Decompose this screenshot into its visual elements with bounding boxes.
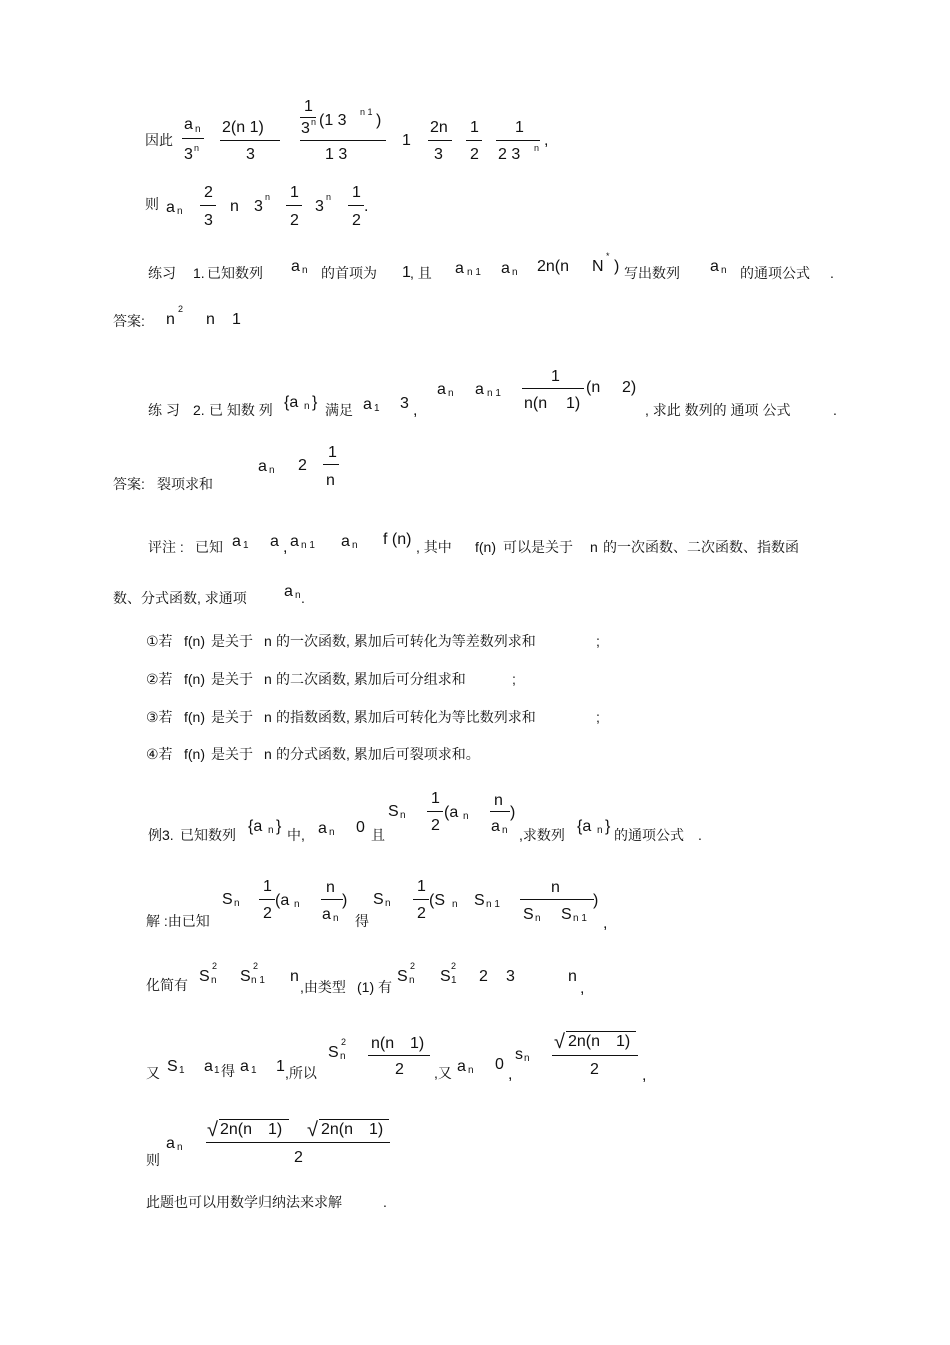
an1: a [475,381,484,398]
sub-n1: n 1 [301,540,315,551]
frac-den2: S [561,906,572,923]
sub-n: n [340,1051,346,1062]
frac-num: n(n [371,1035,395,1052]
half-num: 1 [263,878,272,895]
sub-n2: n [294,899,300,910]
sq2: 2 [253,961,259,971]
case-fn: f(n) [184,633,205,649]
three: 3 [254,198,263,215]
den-a: a [491,818,500,835]
case-fn: f(n) [184,709,205,725]
label: 答案: [113,313,145,329]
frac-num-1: 1 [290,184,299,201]
frac-num-2: 2 [204,184,213,201]
text-b: , 其中 [416,539,452,555]
text-d: ,求数列 [519,827,565,843]
num-2n: 2n [430,119,448,136]
an-last: a [284,583,293,600]
sq: 2 [212,961,218,971]
sub-n3: n [333,913,339,924]
frac-num2: 1) [410,1035,425,1052]
a1: a [232,533,241,550]
sq3: 2 [410,961,416,971]
case-fn: f(n) [184,671,205,687]
an: a [341,533,350,550]
frac-num: n [551,879,560,896]
period: . [833,402,837,418]
sub-n: n [268,825,274,836]
n2: n [206,311,215,328]
den: 2 [294,1149,303,1166]
text-c: ,所以 [285,1065,317,1081]
sub-n: n [195,124,201,135]
den-3b: 3 [246,146,255,163]
sub-n5: n [452,899,458,910]
frac-den-2: 2 [290,212,299,229]
comma: , [603,915,608,932]
den-3: 3 [184,146,193,163]
case-text-c: 的分式函数, 累加后可裂项求和。 [276,746,480,762]
sub-1: 1 [179,1065,185,1076]
one: 1 [232,311,241,328]
two: 2 [479,968,488,985]
frac-den: 2 [395,1061,404,1078]
sup-n-b: n [326,192,332,202]
case-prefix: ④若 [146,746,173,762]
an: a [457,1058,466,1075]
cond2: 2) [622,379,637,396]
text-e: 数、分式函数, 求通项 [113,590,247,606]
one: 1 [276,1058,285,1075]
sn: s [515,1046,523,1063]
text-c: , 求此 数列的 通项 公式 [645,402,791,418]
sup-n: n [265,192,271,202]
case-prefix: ②若 [146,671,173,687]
inner-den-3: 3 [301,120,310,137]
case-text-b: 是关于 [211,671,253,687]
text-d: 写出数列 [624,265,680,281]
close: ) [342,892,348,909]
text-c: , 且 [410,265,432,281]
sub-n: n [211,975,217,986]
case-end: ; [512,671,516,687]
a: a [166,1135,175,1152]
paren-a: (a [444,804,459,821]
inner-paren: ) [376,112,382,129]
frac-den: n [326,472,335,489]
type: (1) [357,979,375,995]
text-b: ,由类型 [300,979,346,995]
frac-num-1b: 1 [352,184,361,201]
inner-num-1: 1 [304,98,313,115]
a-n1: a [455,260,464,277]
sub-n: n [234,898,240,909]
sub-n: n [352,540,358,551]
sub-n3: n [524,1053,530,1064]
num-2n1: 2(n 1) [222,119,264,136]
N: N [592,258,604,275]
sub-n6: n [535,913,541,924]
half-den2: 2 [417,905,426,922]
a: a [318,820,327,837]
case-text-b: 是关于 [211,746,253,762]
note-period: . [383,1194,387,1210]
sqrt-symbol-2: √ [307,1119,318,1141]
a-n: a [501,260,510,277]
comma: , [413,402,418,419]
close: ) [614,258,620,275]
case-text-c: 的指数函数, 累加后可转化为等比数列求和 [276,709,536,725]
star: * [606,251,610,261]
var-a: a [166,199,175,216]
brace2: {a [577,818,592,835]
an1: a [290,533,299,550]
text-a: 已知数列 [180,827,236,843]
num: 3. [162,827,174,843]
sq4: 2 [451,961,457,971]
zero: 0 [495,1056,504,1073]
case-fn: f(n) [184,746,205,762]
paren-a: (a [275,892,290,909]
text-a: 已 知数 列 [209,402,273,418]
case-prefix: ③若 [146,709,173,725]
case-text-c: 的一次函数, 累加后可转化为等差数列求和 [276,633,536,649]
sub-n2: n [329,827,335,838]
brace: {a [248,818,263,835]
frac-den: S [523,906,534,923]
label: 例 [148,827,162,843]
cond: (n [586,379,601,396]
text-c: 有 [378,979,392,995]
an: a [437,381,446,398]
label: 评注 : [148,539,184,555]
comma: , [544,132,549,149]
n-var: n [290,968,299,985]
last-num: 1 [515,119,524,136]
text-a: 已知 [195,539,223,555]
label: 练 习 [148,402,180,418]
half-den: 2 [470,146,479,163]
label: 练习 [148,265,176,281]
brace-close: } [276,818,282,835]
sq: 2 [341,1037,347,1047]
case-prefix: ①若 [146,633,173,649]
case-n: n [264,709,272,725]
den-3c: 3 [434,146,443,163]
case-text-c: 的二次函数, 累加后可分组求和 [276,671,466,687]
comma2: , [642,1067,647,1084]
brace-close: } [312,394,318,411]
brace-close2: } [605,818,611,835]
sub-n1: n 1 [251,975,265,986]
sub-n: n [177,206,183,217]
sub-n2: n [468,1065,474,1076]
fn2: f(n) [475,539,496,555]
S: S [199,968,210,985]
label: 又 [146,1065,160,1081]
label: 解 :由已知 [146,913,210,929]
note-text: 此题也可以用数学归纳法来求解 [146,1194,342,1210]
half-den: 2 [431,817,440,834]
case-text-b: 是关于 [211,633,253,649]
sub-n1: n 1 [487,388,501,399]
sub-1: 1 [374,403,380,414]
period: . [301,590,305,606]
var-a2: a [710,258,719,275]
root-body: 2n(n [568,1033,601,1050]
sub-n1: n 1 [486,899,500,910]
var-a: a [184,116,193,133]
frac-den-2b: 2 [352,212,361,229]
period: . [364,198,369,215]
eq: 2n(n [537,258,570,275]
a: a [204,1058,213,1075]
sub-n: n [177,1142,183,1153]
case-n: n [264,633,272,649]
num-n: n [326,879,335,896]
num: 2. [193,402,205,418]
root-body2: 1) [616,1033,631,1050]
root1b: 1) [268,1121,283,1138]
sqrt-symbol: √ [554,1031,565,1053]
S-n1: S [474,892,485,909]
case-end: ; [596,633,600,649]
text-c: 可以是关于 [503,539,573,555]
close2: ) [593,892,599,909]
sub-n: n [269,465,275,476]
n: n [166,311,175,328]
a1: a [363,396,372,413]
var-a: a [291,258,300,275]
sqrt-symbol-1: √ [207,1119,218,1141]
sub-n3: n [463,811,469,822]
comma: , [283,539,288,556]
half-num: 1 [470,119,479,136]
text-ze: 则 [145,196,159,212]
comma: , [580,980,585,997]
frac-num: 1 [551,368,560,385]
sub-1: 1 [243,540,249,551]
num-n: n [494,792,503,809]
text-b: 中, [287,827,305,843]
three-b: 3 [315,198,324,215]
S: S [167,1058,178,1075]
den-1-3: 1 3 [325,146,348,163]
frac-den: n(n [524,395,548,412]
half-den: 2 [263,905,272,922]
period: . [830,265,834,281]
text-b: 满足 [325,402,353,418]
three: 3 [506,968,515,985]
three: 3 [400,395,409,412]
plus-1: 1 [402,132,411,149]
S4: S [440,968,451,985]
sq: 2 [178,304,184,314]
root-den: 2 [590,1061,599,1078]
case-text-b: 是关于 [211,709,253,725]
sub-n: n [302,265,308,276]
fn: f (n) [383,531,412,548]
inner-1-3: (1 3 [319,112,347,129]
S: S [222,891,233,908]
text-e: 的通项公式 [614,827,684,843]
label: 则 [146,1152,160,1168]
sub-n1b: n 1 [573,913,587,924]
a: a [270,533,279,550]
text-c: 且 [371,827,385,843]
case-n: n [264,671,272,687]
label: 化简有 [146,977,188,993]
one: 1 [402,264,411,281]
case-n: n [264,746,272,762]
den-a: a [322,906,331,923]
sub-1c: 1 [251,1065,257,1076]
text-b: 的首项为 [321,265,377,281]
sub-n2: n [409,975,415,986]
text-b: 得 [355,913,369,929]
num: 1. [193,265,205,281]
sub-1: 1 [451,975,457,986]
sub-n-last: n [295,590,301,601]
period: . [698,827,702,843]
inner-sup-n: n [311,117,317,127]
frac-den2: 1) [566,395,581,412]
sub-n1: n 1 [467,267,481,278]
S: S [388,803,399,820]
two: 2 [298,457,307,474]
zero: 0 [356,819,365,836]
S2: S [328,1044,339,1061]
sub-n: n [304,401,310,412]
sub-n4: n [385,898,391,909]
text-b: 得 [221,1063,235,1079]
S3: S [397,968,408,985]
frac-den-3: 3 [204,212,213,229]
text-yinci: 因此 [145,132,173,148]
n-var: n [590,539,598,555]
last-den: 2 3 [498,146,521,163]
var-n: n [230,198,239,215]
root2b: 1) [369,1121,384,1138]
sup-n: n [194,143,200,153]
text-d: ,又 [434,1065,452,1081]
brace: {a [284,394,299,411]
S2: S [373,891,384,908]
sub-1b: 1 [214,1065,220,1076]
sub-n5: n [597,825,603,836]
half-num2: 1 [417,878,426,895]
text-d: 的一次函数、二次函数、指数函 [603,539,799,555]
case-end: ; [596,709,600,725]
S2: S [240,968,251,985]
sub-n4: n [502,825,508,836]
comma: , [508,1066,513,1083]
method: 裂项求和 [157,476,213,492]
text-a: 已知数列 [207,265,263,281]
last-sup-n: n [534,143,540,153]
sub-n-s: n [400,810,406,821]
text-e: 的通项公式 [740,265,810,281]
label: 答案: [113,476,145,492]
a: a [258,458,267,475]
n-last: n [568,968,577,985]
a2: a [240,1058,249,1075]
root1: 2n(n [220,1121,253,1138]
inner-sup-n1: n 1 [360,107,373,117]
sub-n2: n [448,388,454,399]
sub-n3: n [721,265,727,276]
half-num: 1 [431,790,440,807]
sub-n2: n [512,267,518,278]
close: ) [510,804,516,821]
root2: 2n(n [321,1121,354,1138]
paren-S: (S [429,892,445,909]
frac-num: 1 [328,444,337,461]
